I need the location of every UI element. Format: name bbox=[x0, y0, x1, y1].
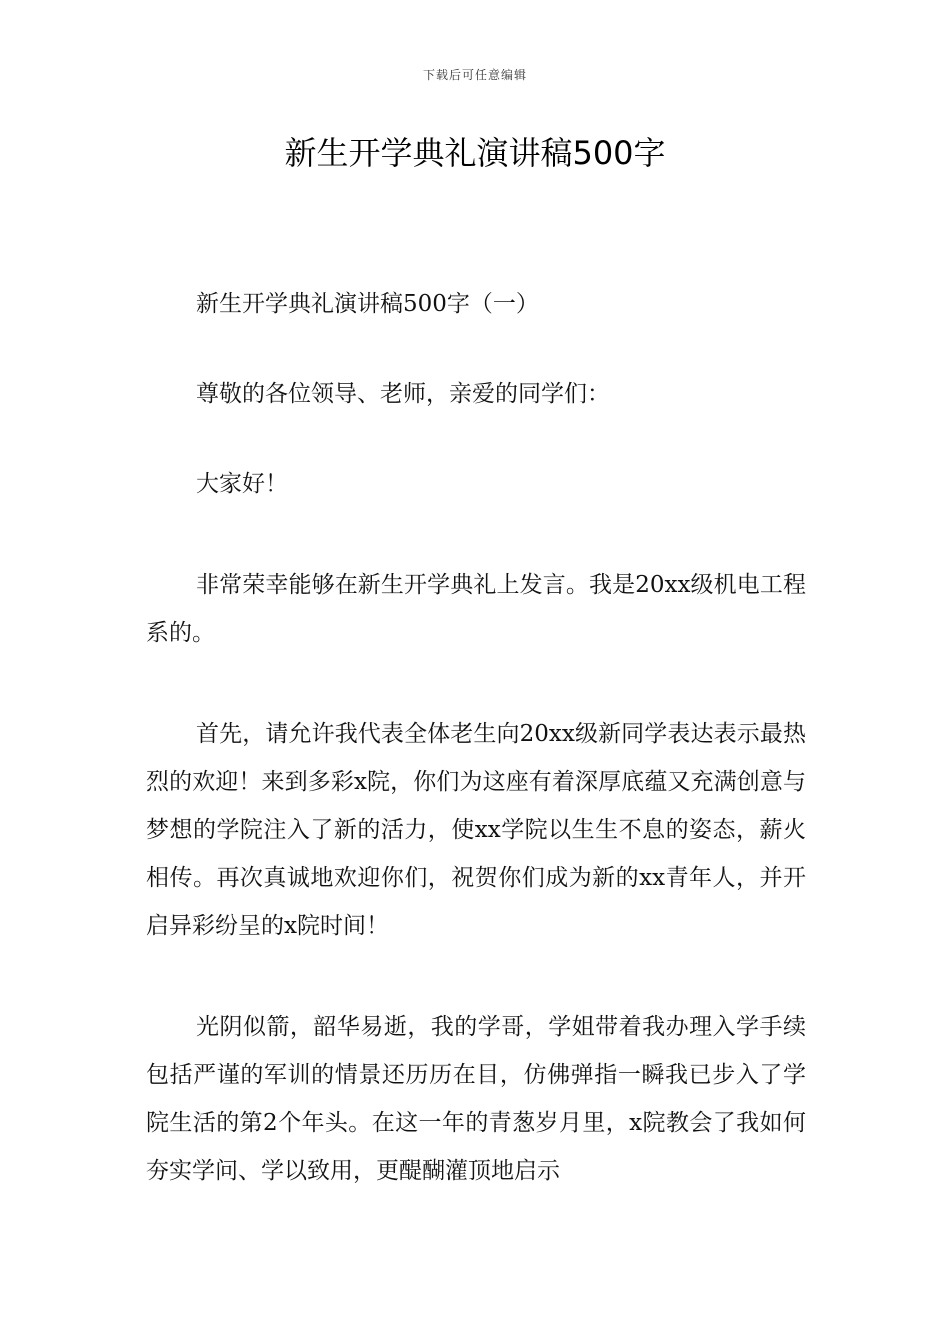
document-title: 新生开学典礼演讲稿500字 bbox=[284, 134, 666, 172]
paragraph-greeting: 大家好！ bbox=[196, 471, 288, 497]
paragraph-reflection: 光阴似箭，韶华易逝，我的学哥，学姐带着我办理入学手续包括严谨的军训的情景还历历在目，仿佛弹指一瞬我已步入了学院生活的第2个年头。在这一年的青葱岁月里，x院教会了我如何夯实学问、学以致用，更醍醐灌顶地启示 bbox=[146, 1014, 806, 1184]
paragraph-salutation: 尊敬的各位领导、老师，亲爱的同学们： bbox=[196, 381, 610, 407]
header-note: 下载后可任意编辑 bbox=[422, 68, 527, 82]
document-body bbox=[146, 280, 806, 1248]
paragraph-introduction: 非常荣幸能够在新生开学典礼上发言。我是20xx级机电工程系的。 bbox=[146, 572, 806, 646]
paragraph-welcome: 首先，请允许我代表全体老生向20xx级新同学表达表示最热烈的欢迎！来到多彩x院，你们为这座有着深厚底蕴又充满创意与梦想的学院注入了新的活力，使xx学院以生生不息的姿态，薪火相传。再次真诚地欢迎你们，祝贺你们成为新的xx青年人，并开启异彩纷呈的x院时间！ bbox=[146, 721, 806, 939]
paragraph-subtitle: 新生开学典礼演讲稿500字（一） bbox=[196, 291, 539, 317]
